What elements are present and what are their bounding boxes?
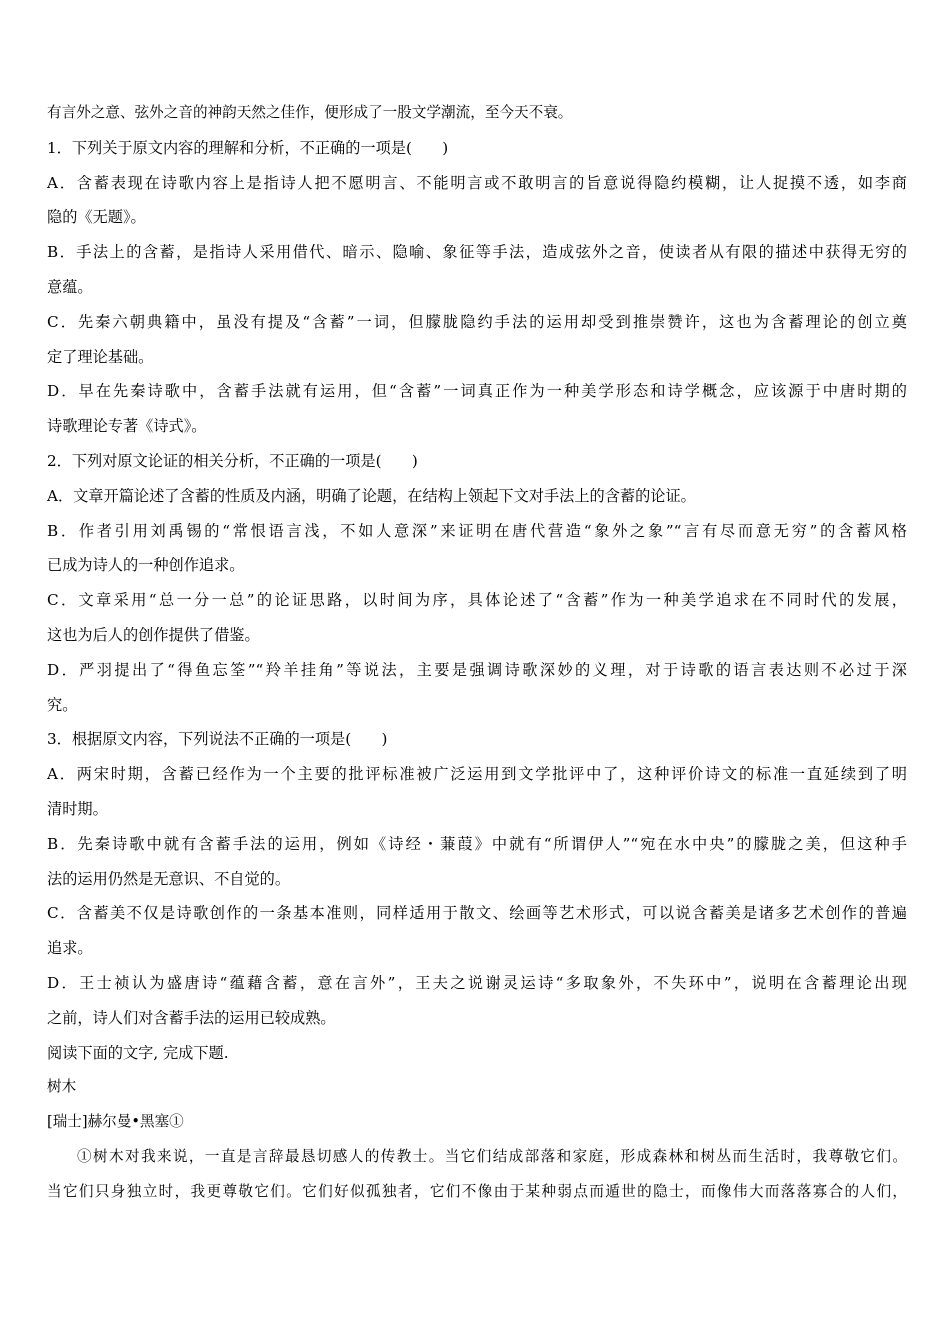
option-2b: B．作者引用刘禹锡的“常恨语言浅，不如人意深”来证明在唐代营造“象外之象”“言有尽而意无穷”的含蓄风格 [47, 521, 907, 540]
question-1: 1．下列关于原文内容的理解和分析，不正确的一项是( ) [47, 138, 449, 157]
option-1a-cont: 隐的《无题》。 [47, 208, 146, 227]
option-3a-cont: 清时期。 [47, 799, 108, 818]
option-2c: C．文章采用“总一分一总”的论证思路，以时间为序，具体论述了“含蓄”作为一种美学追求在不同时代的发展， [47, 591, 907, 610]
text-line: 有言外之意、弦外之音的神韵天然之佳作，便形成了一股文学潮流，至今天不衰。 [47, 104, 573, 121]
option-1b: B．手法上的含蓄，是指诗人采用借代、暗示、隐喻、象征等手法，造成弦外之音，使读者从有限的描述中获得无穷的 [47, 243, 907, 262]
question-3: 3．根据原文内容，下列说法不正确的一项是( ) [47, 730, 388, 749]
option-1c: C．先秦六朝典籍中，虽没有提及“含蓄”一词，但朦胧隐约手法的运用却受到推崇赞许，这也为含蓄理论的创立奠 [47, 312, 907, 331]
option-1c-cont: 定了理论基础。 [47, 347, 154, 366]
option-2c-cont: 这也为后人的创作提供了借鉴。 [47, 625, 260, 644]
option-1b-cont: 意蕴。 [47, 277, 93, 296]
option-1a: A．含蓄表现在诗歌内容上是指诗人把不愿明言、不能明言或不敢明言的旨意说得隐约模糊，让人捉摸不透，如李商 [47, 173, 907, 192]
option-3c-cont: 追求。 [47, 939, 93, 958]
document-page [47, 101, 907, 1215]
option-2b-cont: 已成为诗人的一种创作追求。 [47, 556, 245, 575]
passage-paragraph-1-cont: 当它们只身独立时，我更尊敬它们。它们好似孤独者，它们不像由于某种弱点而遁世的隐士，而像伟大而落落寡合的人们， [47, 1182, 907, 1200]
option-3b: B．先秦诗歌中就有含蓄手法的运用，例如《诗经・蒹葭》中就有“所谓伊人”“宛在水中央”的朦胧之美，但这种手 [47, 834, 907, 853]
option-2d-cont: 究。 [47, 695, 78, 714]
option-1d: D．早在先秦诗歌中，含蓄手法就有运用，但“含蓄”一词真正作为一种美学形态和诗学概念，应该源于中唐时期的 [47, 382, 907, 401]
option-3a: A．两宋时期，含蓄已经作为一个主要的批评标准被广泛运用到文学批评中了，这种评价诗文的标准一直延续到了明 [47, 765, 907, 784]
option-3b-cont: 法的运用仍然是无意识、不自觉的。 [47, 869, 290, 888]
option-3d-cont: 之前，诗人们对含蓄手法的运用已较成熟。 [47, 1008, 336, 1027]
question-2: 2．下列对原文论证的相关分析，不正确的一项是( ) [47, 451, 418, 470]
option-2a: A．文章开篇论述了含蓄的性质及内涵，明确了论题，在结构上领起下文对手法上的含蓄的论证。 [47, 486, 696, 505]
passage-author: [瑞士]赫尔曼•黑塞① [47, 1113, 184, 1131]
option-2d: D．严羽提出了“得鱼忘筌”“羚羊挂角”等说法，主要是强调诗歌深妙的义理，对于诗歌的语言表达则不必过于深 [47, 660, 907, 679]
reading-instruction: 阅读下面的文字, 完成下题. [47, 1043, 229, 1062]
option-1d-cont: 诗歌理论专著《诗式》。 [47, 417, 207, 436]
option-3d: D．王士祯认为盛唐诗“蕴藉含蓄，意在言外”，王夫之说谢灵运诗“多取象外，不失环中”，说明在含蓄理论出现 [47, 973, 907, 992]
passage-title: 树木 [47, 1078, 77, 1096]
option-3c: C．含蓄美不仅是诗歌创作的一条基本准则，同样适用于散文、绘画等艺术形式，可以说含蓄美是诸多艺术创作的普遍 [47, 904, 907, 923]
passage-paragraph-1: ①树木对我来说，一直是言辞最恳切感人的传教士。当它们结成部落和家庭，形成森林和树丛而生活时，我尊敬它们。 [77, 1147, 907, 1165]
